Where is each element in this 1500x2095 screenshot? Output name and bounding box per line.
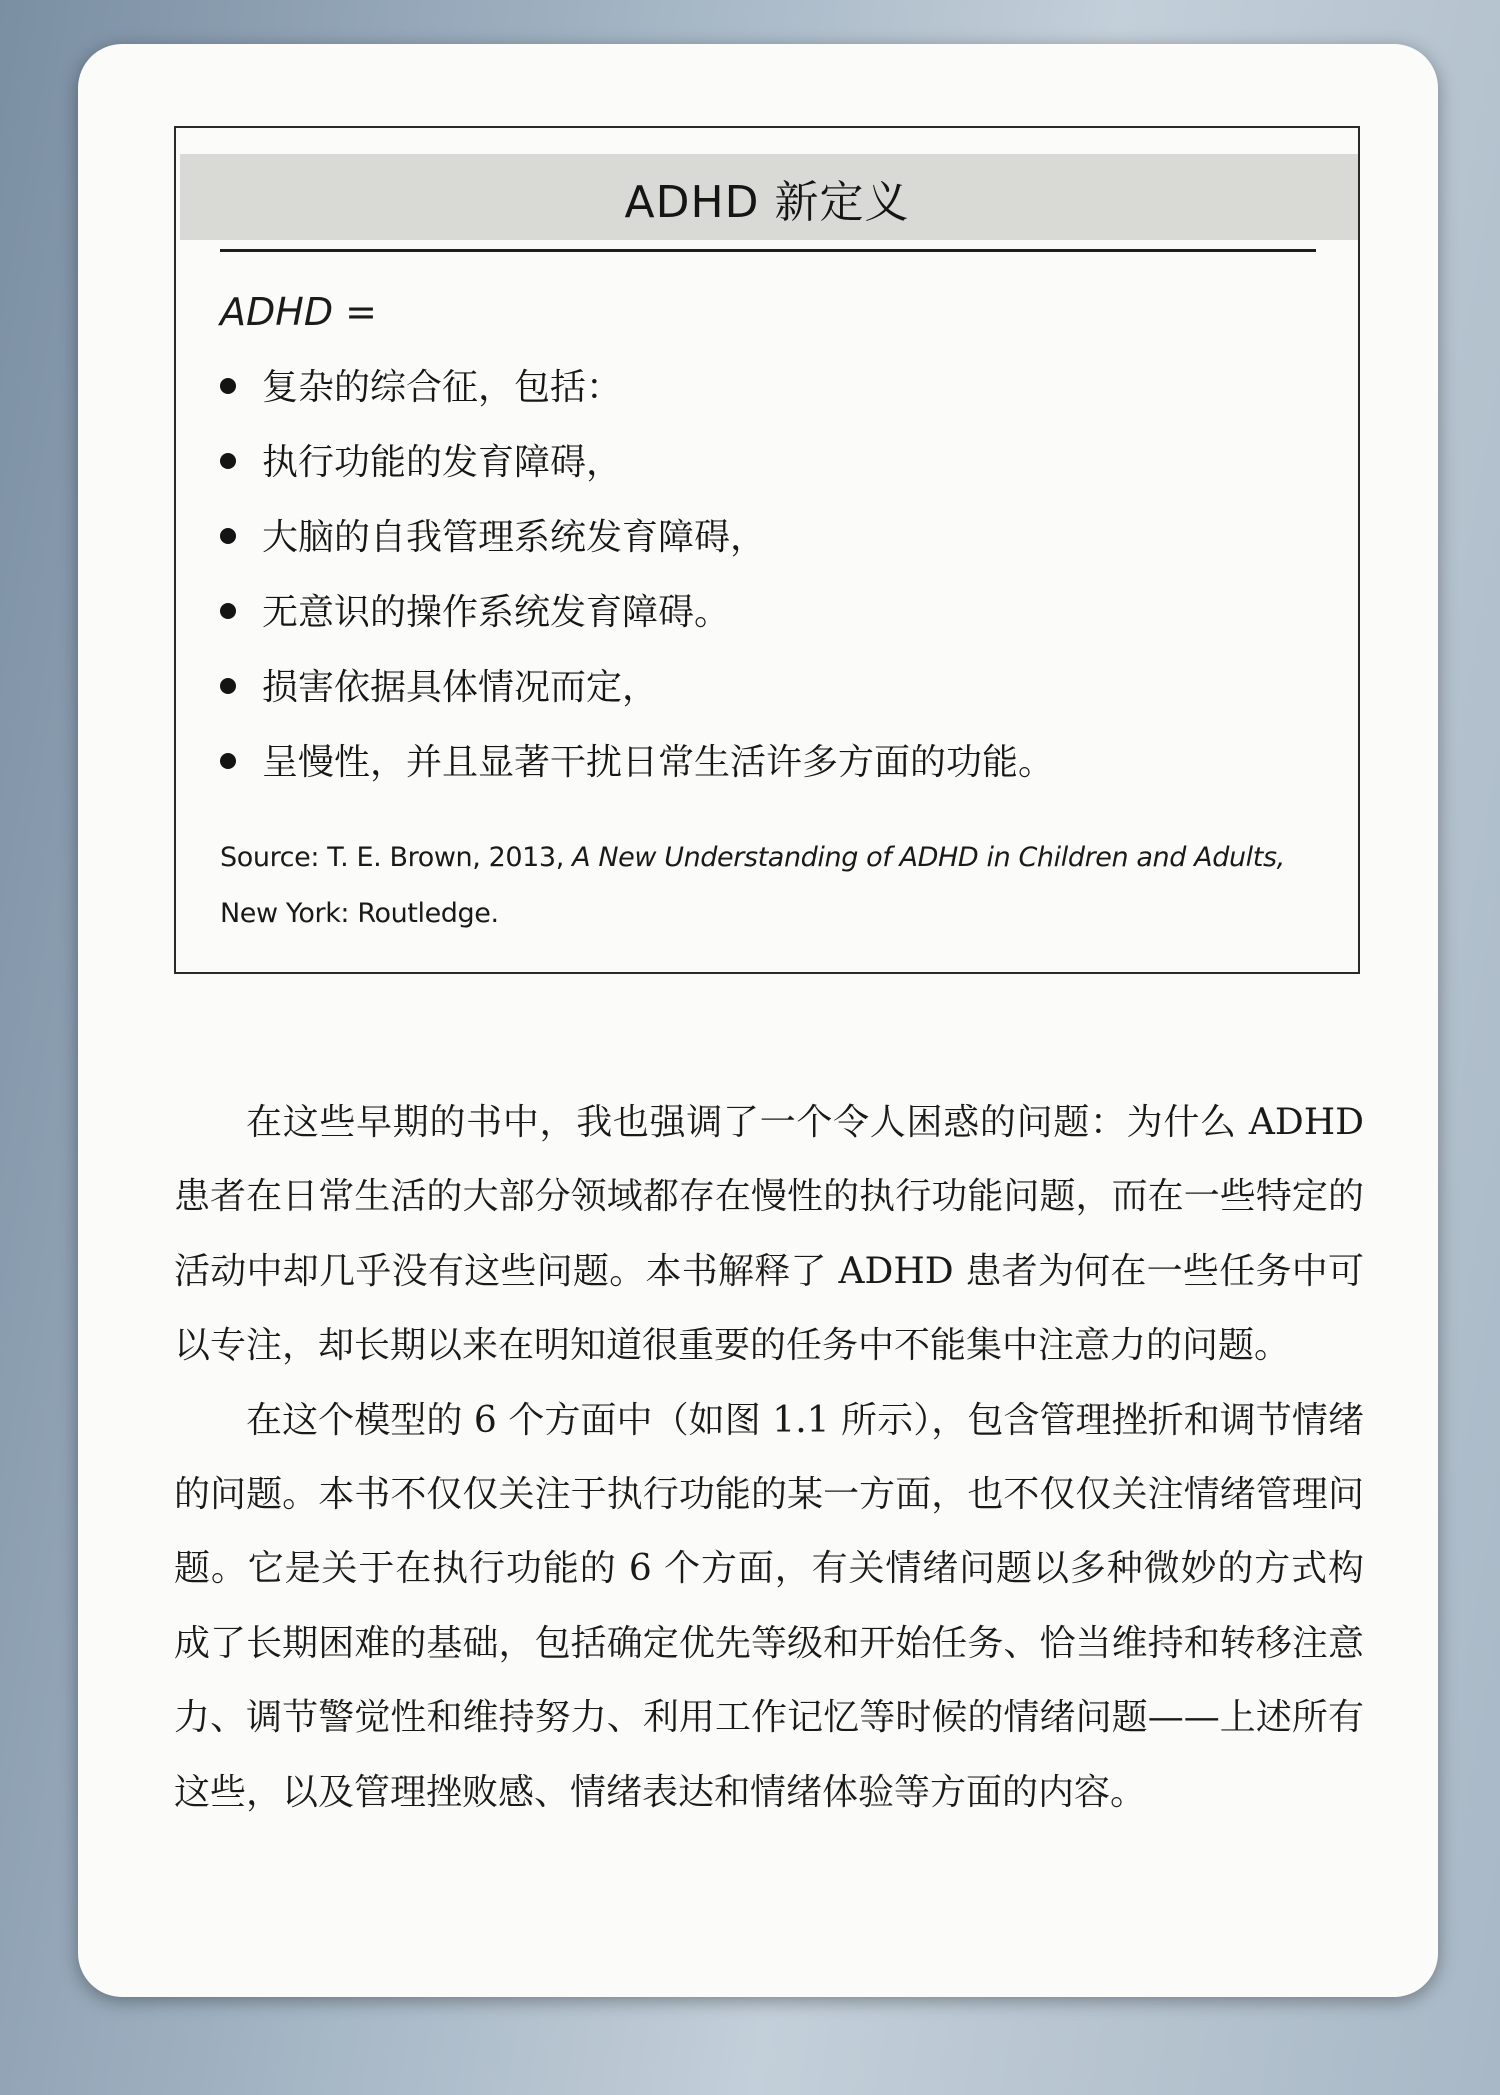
book-page: [78, 44, 1438, 1997]
source-citation: [220, 830, 1340, 942]
list-item: [220, 575, 1054, 650]
title-rule: [220, 249, 1316, 252]
list-item: [220, 650, 1054, 725]
definition-formula: ADHD =: [220, 290, 378, 334]
paragraph: 在这些早期的书中，我也强调了一个令人困惑的问题：为什么 ADHD 患者在日常生活的大部分领域都存在慢性的执行功能问题，而在一些特定的活动中却几乎没有这些问题。本书解释了 ADHD 患者为何在一些任务中可以专注，却长期以来在明知道很重要的任务中不能集中注意力的问题。: [174, 1102, 1364, 1367]
list-item-text: 大脑的自我管理系统发育障碍，: [262, 517, 767, 558]
bullet-icon: [220, 603, 236, 619]
list-item: [220, 500, 1054, 575]
definition-list: [220, 350, 1054, 800]
source-suffix: New York: Routledge.: [220, 898, 499, 929]
list-item-text: 无意识的操作系统发育障碍。: [262, 592, 731, 633]
list-item-text: 复杂的综合征，包括：: [262, 367, 623, 408]
list-item-text: 呈慢性，并且显著干扰日常生活许多方面的功能。: [262, 742, 1055, 783]
definition-box: [174, 126, 1360, 974]
source-prefix: Source: T. E. Brown, 2013,: [220, 842, 573, 873]
bullet-icon: [220, 753, 236, 769]
list-item: [220, 725, 1054, 800]
list-item: [220, 350, 1054, 425]
bullet-icon: [220, 378, 236, 394]
paragraph: 在这个模型的 6 个方面中（如图 1.1 所示），包含管理挫折和调节情绪的问题。本书不仅仅关注于执行功能的某一方面，也不仅仅关注情绪管理问题。它是关于在执行功能的 6 个方面，有关情绪问题以多种微妙的方式构成了长期困难的基础，包括确定优先等级和开始任务、恰当维持和转移注意力、调节警觉性和维持努力、利用工作记忆等时候的情绪问题——上述所有这些，以及管理挫败感、情绪表达和情绪体验等方面的内容。: [174, 1399, 1364, 1813]
bullet-icon: [220, 453, 236, 469]
source-book-title: A New Understanding of ADHD in Children and Adults,: [572, 842, 1285, 873]
box-title: ADHD 新定义: [624, 177, 910, 228]
list-item: [220, 425, 1054, 500]
bullet-icon: [220, 678, 236, 694]
body-text: [174, 1086, 1364, 1830]
bullet-icon: [220, 528, 236, 544]
list-item-text: 损害依据具体情况而定，: [262, 667, 659, 708]
list-item-text: 执行功能的发育障碍，: [262, 442, 623, 483]
